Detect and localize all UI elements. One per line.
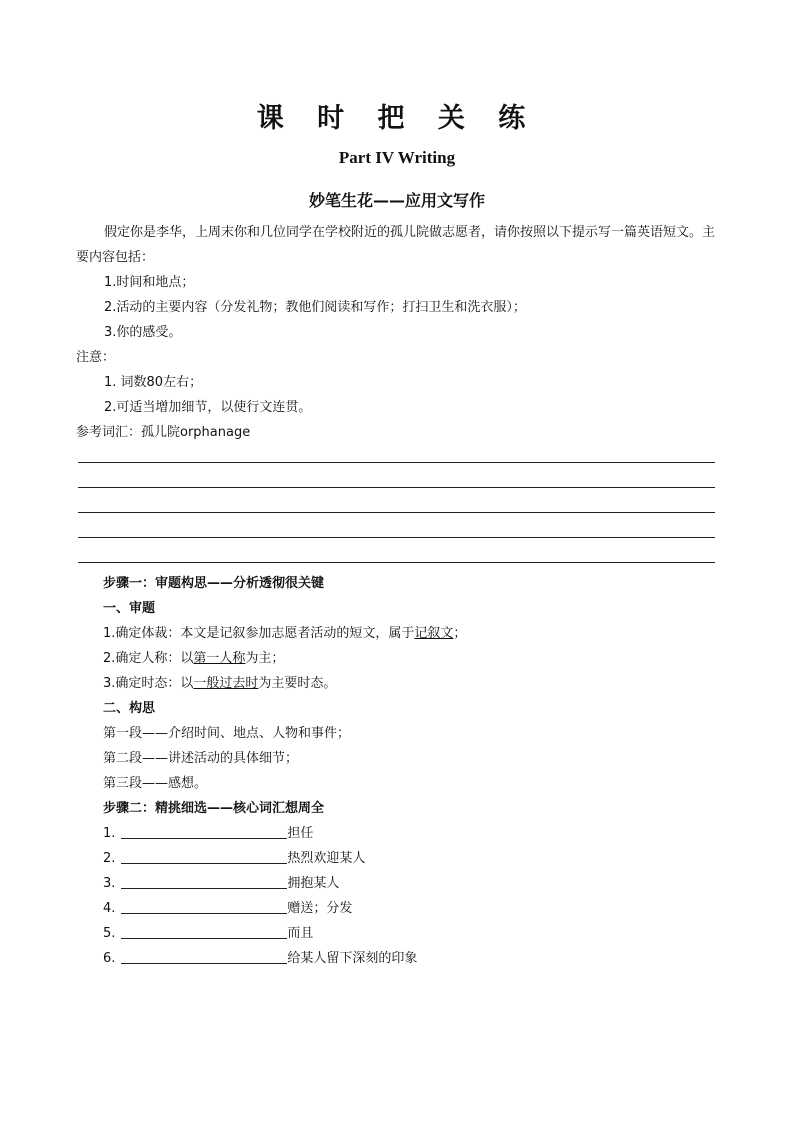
vocab-item: 6. 给某人留下深刻的印象 bbox=[103, 951, 418, 966]
writing-prompt bbox=[76, 220, 718, 445]
underlined-answer: 一般过去时 bbox=[193, 676, 259, 691]
answer-line[interactable] bbox=[78, 562, 715, 563]
fill-blank[interactable] bbox=[121, 874, 287, 889]
note-label: 注意： bbox=[76, 350, 116, 365]
review-item: 1.确定体裁：本文是记叙参加志愿者活动的短文，属于记叙文； bbox=[103, 626, 467, 641]
fill-blank[interactable] bbox=[121, 924, 287, 939]
plan-item: 第二段——讲述活动的具体细节； bbox=[103, 751, 299, 766]
underlined-answer: 记叙文 bbox=[414, 626, 454, 641]
review-item: 2.确定人称：以第一人称为主； bbox=[103, 651, 285, 666]
part-heading: Part IV Writing bbox=[338, 148, 456, 167]
prompt-point: 2.活动的主要内容（分发礼物；教他们阅读和写作；打扫卫生和洗衣服）； bbox=[104, 300, 526, 315]
underlined-answer: 第一人称 bbox=[193, 651, 246, 666]
step2-heading: 步骤二：精挑细选——核心词汇想周全 bbox=[103, 801, 325, 816]
plan-item: 第三段——感想。 bbox=[103, 776, 208, 791]
plan-heading: 二、构思 bbox=[103, 701, 156, 716]
vocab-item: 2. 热烈欢迎某人 bbox=[103, 851, 366, 866]
vocab-item: 3. 拥抱某人 bbox=[103, 876, 340, 891]
page-title: 课 时 把 关 练 bbox=[256, 103, 538, 134]
note-item: 1. 词数80左右； bbox=[104, 375, 203, 390]
fill-blank[interactable] bbox=[121, 849, 287, 864]
answer-line[interactable] bbox=[78, 462, 715, 463]
steps-section bbox=[103, 571, 703, 971]
vocab-item: 5. 而且 bbox=[103, 926, 314, 941]
fill-blank[interactable] bbox=[121, 949, 287, 964]
note-item: 2.可适当增加细节，以使行文连贯。 bbox=[104, 400, 312, 415]
prompt-point: 1.时间和地点； bbox=[104, 275, 195, 290]
answer-line[interactable] bbox=[78, 487, 715, 488]
prompt-point: 3.你的感受。 bbox=[104, 325, 182, 340]
step1-heading: 步骤一：审题构思——分析透彻很关键 bbox=[103, 576, 325, 591]
vocab-item: 4. 赠送；分发 bbox=[103, 901, 353, 916]
review-item: 3.确定时态：以一般过去时为主要时态。 bbox=[103, 676, 337, 691]
plan-item: 第一段——介绍时间、地点、人物和事件； bbox=[103, 726, 351, 741]
fill-blank[interactable] bbox=[121, 824, 287, 839]
section-heading: 妙笔生花——应用文写作 bbox=[308, 191, 485, 210]
answer-line[interactable] bbox=[78, 537, 715, 538]
reference-vocab: 参考词汇：孤儿院orphanage bbox=[76, 425, 251, 440]
prompt-intro: 假定你是李华，上周末你和几位同学在学校附近的孤儿院做志愿者，请你按照以下提示写一篇英语短文。主要内容包括： bbox=[76, 225, 716, 265]
review-heading: 一、审题 bbox=[103, 601, 156, 616]
vocab-item: 1. 担任 bbox=[103, 826, 314, 841]
answer-line[interactable] bbox=[78, 512, 715, 513]
fill-blank[interactable] bbox=[121, 899, 287, 914]
